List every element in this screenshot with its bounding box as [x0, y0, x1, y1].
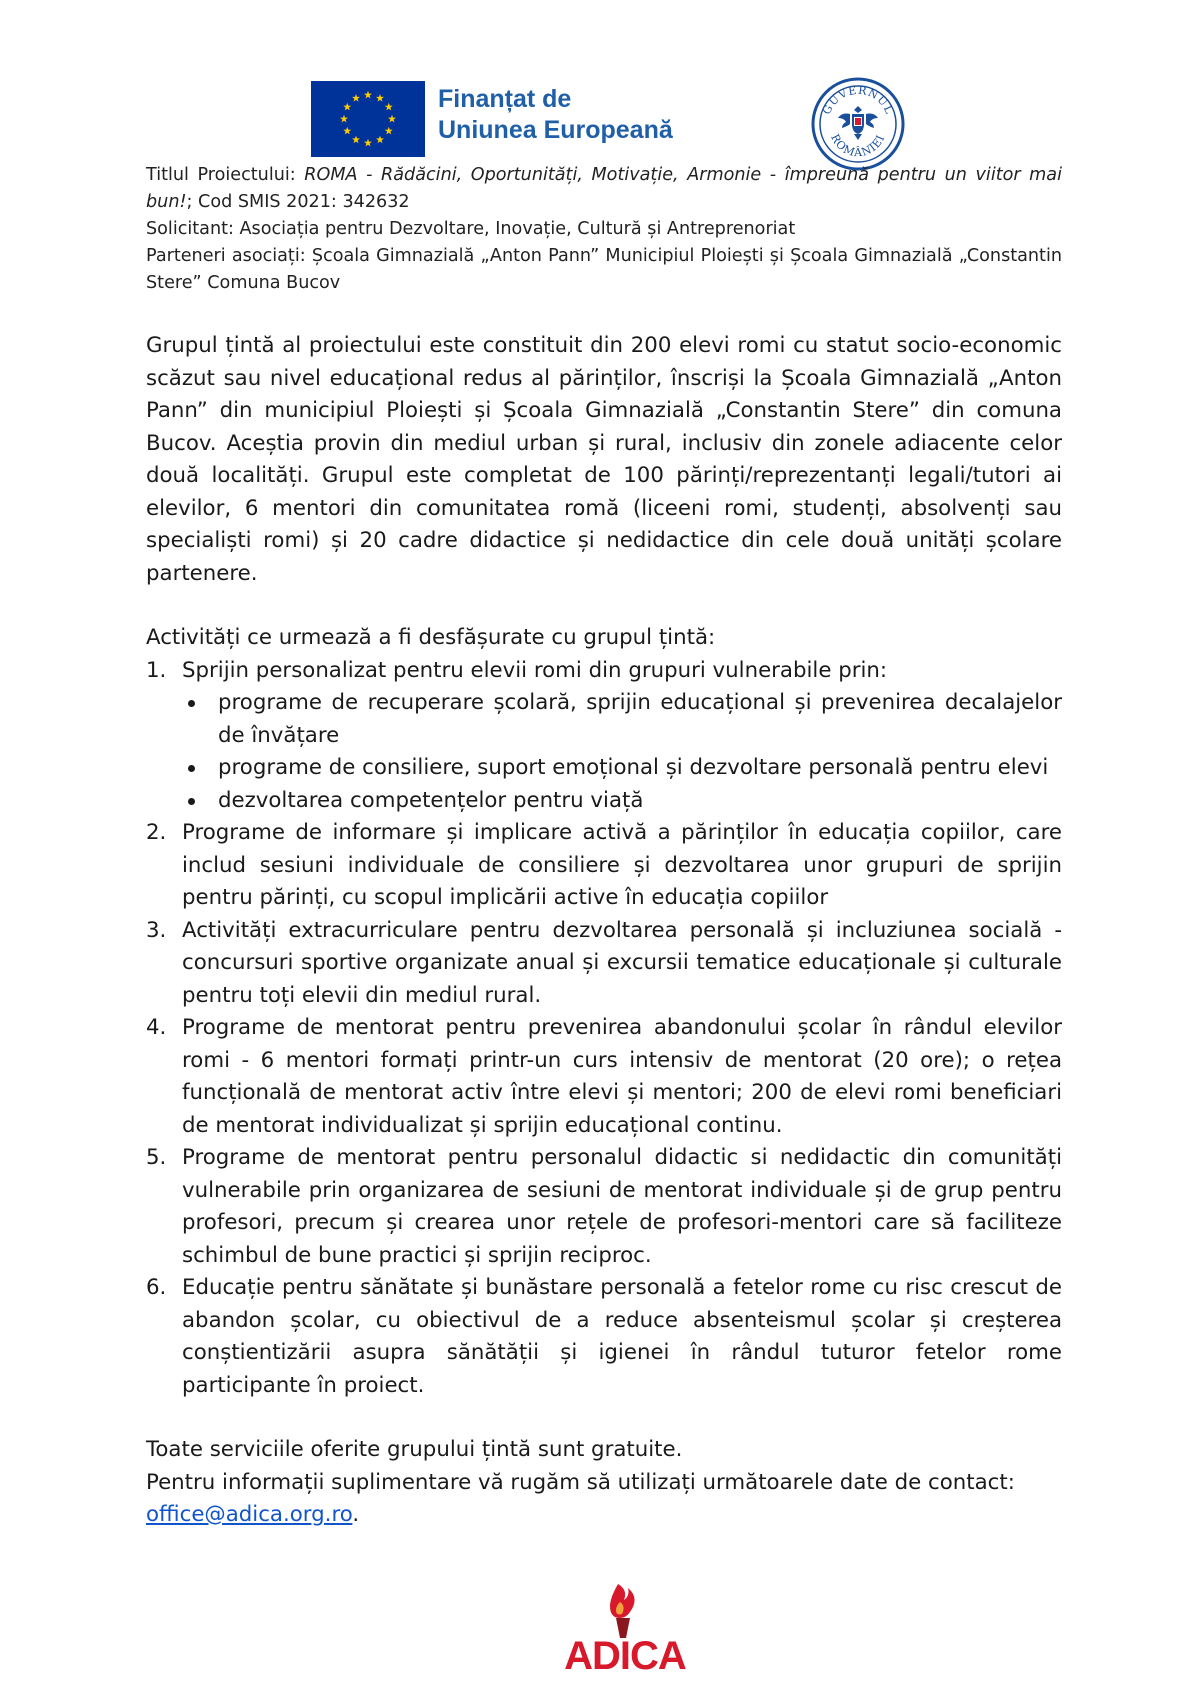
activity-text: Programe de mentorat pentru personalul didactic si nedidactic din comunități vulnerabile prin organizarea de sesiuni de mentorat individuale și de grup pentru profesori, precum și crearea unor rețele de profesori-mentori care să faciliteze schimbul de bune practici și sprijin reciproc.	[182, 1145, 1062, 1268]
eu-logo-line1: Finanțat de	[438, 85, 572, 113]
project-title-label: Titlul Proiectului:	[146, 165, 305, 185]
activity-item	[146, 1142, 1062, 1272]
activities-heading: Activități ce urmează a fi desfășurate cu grupul țintă:	[146, 625, 716, 650]
eu-star-icon	[340, 115, 348, 123]
email-suffix: .	[352, 1502, 360, 1527]
adica-logo-text: ADICA	[564, 1634, 686, 1678]
project-code: ; Cod SMIS 2021: 342632	[186, 192, 410, 212]
activity-subitem	[182, 687, 1062, 752]
subitem-text: dezvoltarea competențelor pentru viață	[218, 787, 644, 813]
bullet-icon	[188, 765, 195, 772]
torch-icon	[560, 1580, 690, 1640]
project-info	[146, 162, 1062, 297]
activities-list	[146, 655, 1062, 1403]
activity-number: 1.	[146, 657, 167, 683]
romanian-government-seal-icon	[810, 76, 906, 172]
activity-subitem	[182, 752, 1062, 785]
activity-item	[146, 915, 1062, 1013]
contact-line	[146, 1499, 1062, 1532]
activity-number: 4.	[146, 1015, 167, 1040]
eu-star-icon	[364, 91, 372, 99]
eu-logo-line2: Uniunea Europeană	[438, 116, 673, 144]
contact-email-link[interactable]: office@adica.org.ro	[146, 1502, 353, 1527]
eu-funding-logo-text	[438, 84, 673, 146]
project-applicant: Solicitant: Asociația pentru Dezvoltare, Inovație, Cultură și Antreprenoriat	[146, 219, 796, 239]
svg-text:GUVERNUL: GUVERNUL	[819, 83, 897, 117]
bullet-icon	[188, 700, 195, 707]
activity-number: 2.	[146, 820, 167, 845]
eu-star-icon	[343, 103, 351, 111]
eu-star-icon	[376, 94, 384, 102]
activity-subitem	[182, 785, 1062, 818]
activity-text: Programe de informare și implicare activă a părinților în educația copiilor, care includ sesiuni individuale de consiliere și dezvoltarea unor grupuri de sprijin pentru părinți, cu scopul implicării active în educația copiilor	[182, 820, 1062, 910]
adica-logo	[560, 1580, 690, 1680]
document-body	[146, 330, 1062, 1532]
eu-star-icon	[385, 103, 393, 111]
subitem-text: programe de consiliere, suport emoțional și dezvoltare personală pentru elevi	[218, 755, 1049, 780]
activity-item	[146, 1012, 1062, 1142]
activity-number: 6.	[146, 1275, 167, 1300]
eu-star-icon	[352, 94, 360, 102]
activity-number: 5.	[146, 1145, 167, 1170]
eu-star-icon	[352, 136, 360, 144]
project-title-value: ROMA - Rădăcini, Oportunități, Motivație, Armonie - împreună pentru un viitor mai bun!	[146, 165, 1062, 212]
activity-number: 3.	[146, 917, 167, 943]
activity-text: Activități extracurriculare pentru dezvoltarea personală și incluziunea socială - concursuri sportive organizate anual și excursii tematice educaționale și culturale pentru toți elevii din mediul rural.	[182, 917, 1062, 1008]
eu-star-icon	[364, 139, 372, 147]
project-title-line	[146, 162, 1062, 216]
eu-star-icon	[388, 115, 396, 123]
activity-subitems	[182, 687, 1062, 817]
eu-star-icon	[385, 127, 393, 135]
activity-item	[146, 655, 1062, 818]
subitem-text: programe de recuperare școlară, sprijin educațional și prevenirea decalajelor de învățare	[218, 690, 1062, 748]
svg-text:ROMÂNIEI: ROMÂNIEI	[828, 131, 888, 160]
activity-text: Educație pentru sănătate și bunăstare personală a fetelor rome cu risc crescut de abandon școlar, cu obiectivul de a reduce absenteismul școlar și creșterea conștientizării asupra sănătății și igienei în rândul tuturor fetelor rome participante în proiect.	[182, 1275, 1062, 1398]
eu-flag-icon	[311, 81, 425, 157]
bullet-icon	[188, 798, 195, 805]
project-partners: Parteneri asociați: Școala Gimnazială „Anton Pann” Municipiul Ploiești și Școala Gimnazială „Constantin Stere” Comuna Bucov	[146, 246, 1062, 293]
target-group-paragraph: Grupul țintă al proiectului este constituit din 200 elevi romi cu statut socio-economic scăzut sau nivel educațional redus al părinților, înscriși la Școala Gimnazială „Anton Pann” din municipiul Ploiești și Școala Gimnazială „Constantin Stere” din comuna Bucov. Aceștia provin din mediul urban și rural, inclusiv din zonele adiacente celor două localități. Grupul este completat de 100 părinți/reprezentanți legali/tutori ai elevilor, 6 mentori din comunitatea romă (liceeni romi, studenți, absolvenți sau specialiști romi) și 20 cadre didactice și nedidactice din cele două unități școlare partenere.	[146, 333, 1062, 586]
activity-text: Sprijin personalizat pentru elevii romi din grupuri vulnerabile prin:	[182, 657, 888, 683]
activity-item	[146, 817, 1062, 915]
activity-text: Programe de mentorat pentru prevenirea abandonului școlar în rândul elevilor romi - 6 mentori formați printr-un curs intensiv de mentorat (20 ore); o rețea funcțională de mentorat activ între elevi și mentori; 200 de elevi romi beneficiari de mentorat individualizat și sprijin educațional continu.	[182, 1015, 1062, 1138]
eu-star-icon	[343, 127, 351, 135]
activity-item	[146, 1272, 1062, 1402]
eu-stars-graphic	[311, 81, 425, 157]
free-services-note: Toate serviciile oferite grupului țintă sunt gratuite.	[146, 1437, 683, 1462]
contact-intro: Pentru informații suplimentare vă rugăm să utilizați următoarele date de contact:	[146, 1469, 1015, 1495]
eu-star-icon	[376, 136, 384, 144]
